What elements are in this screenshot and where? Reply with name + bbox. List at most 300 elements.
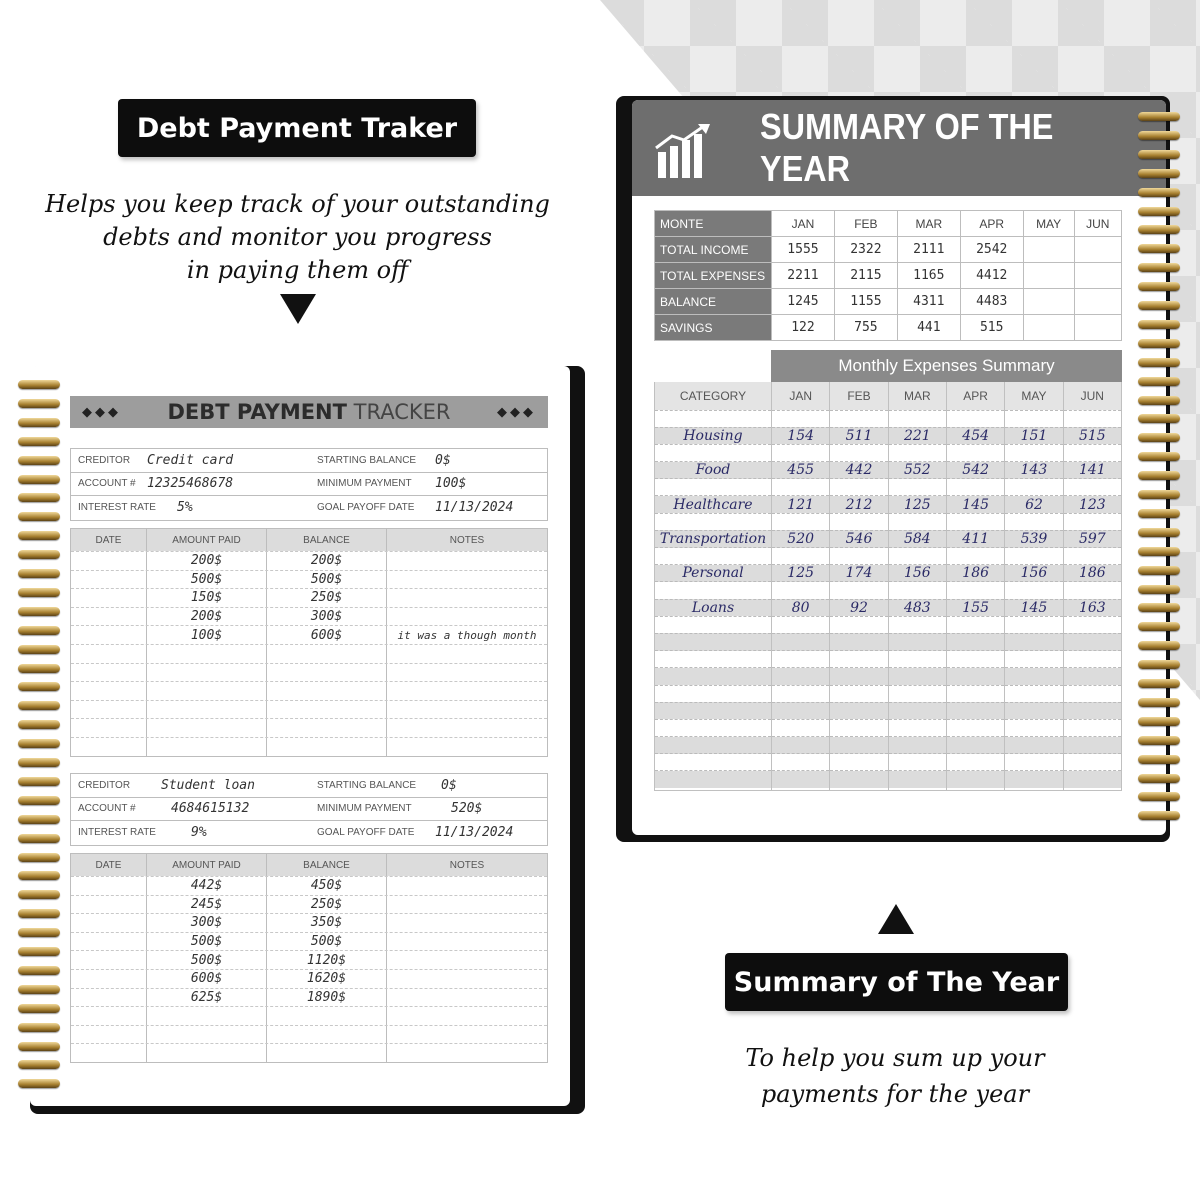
amount-cell: 625$	[147, 989, 267, 1007]
amount-cell	[147, 719, 267, 737]
expense-value	[1063, 479, 1121, 496]
summary-table	[654, 210, 1122, 341]
interest-rate-value: 5%	[177, 500, 193, 516]
month-header: MAR	[888, 382, 946, 410]
expense-value	[1005, 719, 1063, 736]
category-cell	[655, 771, 772, 788]
category-cell	[655, 513, 772, 530]
expense-value	[946, 651, 1004, 668]
spiral-ring	[18, 588, 60, 597]
account-value: 12325468678	[147, 476, 234, 492]
summary-notebook-page	[632, 100, 1166, 835]
spiral-ring	[18, 871, 60, 880]
expense-value	[946, 582, 1004, 599]
expense-value	[1005, 771, 1063, 788]
expense-value	[772, 702, 830, 719]
debt-tracker-tag-text: Debt Payment Traker	[136, 112, 458, 144]
spiral-ring	[18, 399, 60, 408]
expense-value	[888, 754, 946, 771]
date-cell	[71, 589, 147, 607]
spiral-ring	[18, 890, 60, 899]
category-cell	[655, 444, 772, 461]
expense-value	[888, 737, 946, 754]
spiral-ring	[1138, 717, 1180, 726]
info-row	[71, 496, 547, 520]
expense-value: 125	[888, 496, 946, 513]
category-cell	[655, 668, 772, 685]
debt-info-box-2	[70, 773, 548, 846]
expense-value	[1005, 582, 1063, 599]
expense-value: 121	[772, 496, 830, 513]
date-cell	[71, 951, 147, 969]
interest-rate-label: INTEREST RATE	[78, 502, 156, 514]
date-cell	[71, 877, 147, 895]
starting-balance-value: 0$	[441, 777, 457, 793]
notes-cell	[387, 1007, 547, 1025]
expense-value	[888, 719, 946, 736]
spiral-ring	[1138, 603, 1180, 612]
spiral-ring	[18, 1042, 60, 1051]
expense-value	[830, 410, 888, 427]
spiral-ring	[1138, 414, 1180, 423]
date-cell	[71, 989, 147, 1007]
category-cell	[655, 479, 772, 496]
spiral-ring	[1138, 188, 1180, 197]
category-cell	[655, 633, 772, 650]
expense-value	[946, 479, 1004, 496]
expense-value	[888, 668, 946, 685]
expenses-row	[655, 479, 1122, 496]
spiral-ring	[18, 626, 60, 635]
expense-value	[946, 668, 1004, 685]
category-cell	[655, 754, 772, 771]
table-row	[71, 1025, 547, 1044]
spiral-ring	[18, 456, 60, 465]
category-cell: Loans	[655, 599, 772, 616]
expense-value: 442	[830, 462, 888, 479]
expenses-row	[655, 616, 1122, 633]
expense-value	[888, 633, 946, 650]
expense-value: 145	[946, 496, 1004, 513]
date-cell	[71, 1026, 147, 1044]
month-header: FEB	[830, 382, 888, 410]
amount-cell: 200$	[147, 608, 267, 626]
info-row	[71, 774, 547, 798]
triangle-down-icon	[280, 294, 316, 324]
balance-cell	[267, 1044, 387, 1062]
notes-cell	[387, 951, 547, 969]
balance-cell: 500$	[267, 571, 387, 589]
notes-cell	[387, 589, 547, 607]
expense-value	[888, 651, 946, 668]
spiral-ring	[1138, 509, 1180, 518]
summary-value: 122	[772, 315, 835, 341]
bottom-cell	[772, 788, 830, 790]
date-cell	[71, 701, 147, 719]
expense-value	[772, 582, 830, 599]
spiral-ring	[18, 834, 60, 843]
expense-value: 141	[1063, 462, 1121, 479]
bottom-cell	[655, 788, 772, 790]
col-amount: AMOUNT PAID	[147, 529, 267, 551]
expense-value	[946, 719, 1004, 736]
expense-value	[1005, 651, 1063, 668]
interest-rate-label: INTEREST RATE	[78, 827, 156, 839]
summary-value	[1023, 237, 1074, 263]
spiral-ring	[1138, 641, 1180, 650]
table-row	[71, 1043, 547, 1062]
expense-value	[1005, 754, 1063, 771]
expense-value	[1063, 444, 1121, 461]
amount-cell: 245$	[147, 896, 267, 914]
month-header: APR	[960, 211, 1023, 237]
col-amount: AMOUNT PAID	[147, 854, 267, 876]
category-cell: Transportation	[655, 530, 772, 547]
amount-cell: 200$	[147, 552, 267, 570]
spiral-ring	[18, 512, 60, 521]
spiral-ring	[1138, 585, 1180, 594]
spiral-ring	[1138, 622, 1180, 631]
notes-cell	[387, 877, 547, 895]
expense-value	[1063, 685, 1121, 702]
table-row	[71, 988, 547, 1007]
spiral-ring	[18, 966, 60, 975]
expense-value	[830, 633, 888, 650]
expenses-row	[655, 513, 1122, 530]
balance-cell: 1620$	[267, 970, 387, 988]
expense-value	[830, 513, 888, 530]
expense-value	[830, 737, 888, 754]
debt-tracker-caption	[30, 188, 565, 287]
grid-header	[71, 854, 547, 876]
diamond-ornament-icon: ◆◆◆	[497, 404, 536, 419]
expense-value	[772, 685, 830, 702]
expense-value: 455	[772, 462, 830, 479]
summary-tag-text: Summary of The Year	[733, 966, 1060, 998]
summary-tag	[725, 953, 1068, 1011]
category-cell	[655, 582, 772, 599]
expense-value: 221	[888, 427, 946, 444]
table-row	[71, 625, 547, 644]
expenses-row	[655, 651, 1122, 668]
summary-value: 2111	[897, 237, 960, 263]
spiral-ring	[1138, 169, 1180, 178]
summary-value	[1074, 315, 1121, 341]
col-notes: NOTES	[449, 534, 485, 546]
amount-cell	[147, 664, 267, 682]
amount-cell: 150$	[147, 589, 267, 607]
expenses-row	[655, 633, 1122, 650]
expense-value: 515	[1063, 427, 1121, 444]
starting-balance-label: STARTING BALANCE	[317, 454, 417, 466]
notes-cell	[387, 989, 547, 1007]
balance-cell	[267, 645, 387, 663]
balance-cell	[267, 1007, 387, 1025]
expense-value: 145	[1005, 599, 1063, 616]
expense-value	[1005, 513, 1063, 530]
expense-value	[1005, 479, 1063, 496]
goal-payoff-label: GOAL PAYOFF DATE	[317, 827, 415, 839]
month-header: JUN	[1063, 382, 1121, 410]
notes-cell	[387, 1026, 547, 1044]
notes-cell	[387, 571, 547, 589]
grid-header	[71, 529, 547, 551]
spiral-ring	[1138, 755, 1180, 764]
minimum-payment-label: MINIMUM PAYMENT	[317, 803, 412, 815]
spiral-ring	[1138, 736, 1180, 745]
caption-line: in paying them off	[186, 256, 409, 284]
expenses-bottom-row	[655, 788, 1122, 790]
spiral-ring	[18, 758, 60, 767]
expenses-row	[655, 462, 1122, 479]
spiral-ring	[18, 645, 60, 654]
notes-cell	[387, 664, 547, 682]
category-cell	[655, 685, 772, 702]
expense-value	[830, 616, 888, 633]
minimum-payment-label: MINIMUM PAYMENT	[317, 478, 412, 490]
expense-value	[946, 754, 1004, 771]
info-row	[71, 449, 547, 473]
spiral-ring	[1138, 377, 1180, 386]
spiral-ring	[1138, 339, 1180, 348]
spiral-ring	[1138, 490, 1180, 499]
expense-value: 186	[1063, 565, 1121, 582]
summary-value	[1074, 263, 1121, 289]
expense-value: 520	[772, 530, 830, 547]
balance-cell	[267, 738, 387, 756]
expense-value	[1005, 616, 1063, 633]
expense-value	[772, 737, 830, 754]
goal-payoff-label: GOAL PAYOFF DATE	[317, 502, 415, 514]
expense-value	[1063, 702, 1121, 719]
expense-value	[946, 633, 1004, 650]
expense-value	[888, 616, 946, 633]
spiral-ring	[1138, 263, 1180, 272]
spiral-ring	[18, 682, 60, 691]
spiral-ring	[18, 1060, 60, 1069]
amount-cell	[147, 1026, 267, 1044]
table-row	[71, 876, 547, 895]
interest-rate-value: 9%	[191, 825, 207, 841]
date-cell	[71, 1044, 147, 1062]
expense-value: 546	[830, 530, 888, 547]
spiral-binding-right	[1138, 112, 1180, 832]
amount-cell	[147, 701, 267, 719]
account-label: ACCOUNT #	[78, 478, 136, 490]
summary-value: 2211	[772, 263, 835, 289]
spiral-ring	[18, 739, 60, 748]
spiral-ring	[18, 947, 60, 956]
expense-value	[946, 548, 1004, 565]
summary-value: 1165	[897, 263, 960, 289]
notes-cell	[387, 896, 547, 914]
spiral-ring	[1138, 792, 1180, 801]
summary-value: 2322	[834, 237, 897, 263]
expense-value	[1005, 685, 1063, 702]
expense-value	[830, 702, 888, 719]
expense-value	[830, 444, 888, 461]
expense-value	[772, 548, 830, 565]
expense-value	[1005, 548, 1063, 565]
spiral-ring	[18, 720, 60, 729]
expense-value: 411	[946, 530, 1004, 547]
spiral-ring	[1138, 811, 1180, 820]
summary-value	[1074, 237, 1121, 263]
category-cell: Housing	[655, 427, 772, 444]
table-row	[71, 932, 547, 951]
expenses-row	[655, 737, 1122, 754]
table-row	[71, 588, 547, 607]
expense-value	[772, 410, 830, 427]
expense-value	[1063, 548, 1121, 565]
expense-value	[1063, 719, 1121, 736]
spiral-ring	[18, 418, 60, 427]
minimum-payment-value: 100$	[435, 476, 467, 492]
expenses-row	[655, 668, 1122, 685]
month-header: JUN	[1074, 211, 1121, 237]
summary-value: 1555	[772, 237, 835, 263]
expense-value	[888, 410, 946, 427]
category-cell: Healthcare	[655, 496, 772, 513]
spiral-ring	[1138, 358, 1180, 367]
monthly-expenses-title: Monthly Expenses Summary	[838, 356, 1055, 375]
starting-balance-value: 0$	[435, 452, 451, 468]
summary-value: 4311	[897, 289, 960, 315]
expense-value	[946, 685, 1004, 702]
expenses-row	[655, 496, 1122, 513]
date-cell	[71, 682, 147, 700]
table-row	[71, 1006, 547, 1025]
caption-line: debts and monitor you progress	[103, 223, 492, 251]
expense-value	[888, 444, 946, 461]
month-header: MAR	[897, 211, 960, 237]
spiral-ring	[1138, 244, 1180, 253]
expense-value	[888, 582, 946, 599]
summary-value	[1023, 263, 1074, 289]
expense-value	[1005, 668, 1063, 685]
expense-value: 143	[1005, 462, 1063, 479]
diamond-ornament-icon: ◆◆◆	[82, 404, 121, 419]
spiral-ring	[1138, 660, 1180, 669]
summary-value: 2115	[834, 263, 897, 289]
category-cell	[655, 702, 772, 719]
expense-value	[946, 444, 1004, 461]
category-cell: Personal	[655, 565, 772, 582]
table-row	[71, 718, 547, 737]
col-notes: NOTES	[449, 859, 485, 871]
expenses-row	[655, 565, 1122, 582]
caption-line: payments for the year	[760, 1080, 1030, 1108]
expense-value	[1063, 651, 1121, 668]
spiral-ring	[1138, 131, 1180, 140]
expense-value: 597	[1063, 530, 1121, 547]
expense-value	[946, 513, 1004, 530]
spiral-ring	[1138, 452, 1180, 461]
month-header: APR	[946, 382, 1004, 410]
caption-line: To help you sum up your	[745, 1044, 1045, 1072]
expenses-row	[655, 444, 1122, 461]
summary-row	[655, 289, 1122, 315]
expense-value	[1063, 754, 1121, 771]
amount-cell: 500$	[147, 571, 267, 589]
balance-cell	[267, 719, 387, 737]
col-date: DATE	[71, 529, 147, 551]
spiral-ring	[18, 664, 60, 673]
expense-value	[772, 754, 830, 771]
monthly-expenses-banner	[771, 350, 1122, 382]
date-cell	[71, 1007, 147, 1025]
expense-value	[1063, 633, 1121, 650]
col-balance: BALANCE	[267, 529, 387, 551]
account-value: 4684615132	[171, 801, 250, 817]
summary-header-row	[655, 211, 1122, 237]
summary-value: 1155	[834, 289, 897, 315]
spiral-ring	[18, 796, 60, 805]
notes-cell	[387, 608, 547, 626]
expense-value	[772, 513, 830, 530]
expense-value: 511	[830, 427, 888, 444]
bottom-cell	[1063, 788, 1121, 790]
expense-value: 92	[830, 599, 888, 616]
info-row	[71, 821, 547, 845]
expense-value	[1063, 582, 1121, 599]
summary-row-label: TOTAL EXPENSES	[655, 263, 772, 289]
table-row	[71, 681, 547, 700]
amount-cell	[147, 682, 267, 700]
expense-value	[888, 513, 946, 530]
spiral-ring	[18, 531, 60, 540]
expense-value	[946, 737, 1004, 754]
expense-value: 552	[888, 462, 946, 479]
table-row	[71, 895, 547, 914]
expense-value	[830, 651, 888, 668]
month-header: MAY	[1005, 382, 1063, 410]
notes-cell	[387, 933, 547, 951]
expense-value	[946, 702, 1004, 719]
date-cell	[71, 552, 147, 570]
date-cell	[71, 664, 147, 682]
spiral-ring	[18, 985, 60, 994]
notes-cell	[387, 970, 547, 988]
debt-info-box-1	[70, 448, 548, 521]
summary-value	[1023, 315, 1074, 341]
spiral-ring	[18, 475, 60, 484]
summary-value	[1074, 289, 1121, 315]
category-cell	[655, 651, 772, 668]
expense-value	[830, 548, 888, 565]
notes-cell	[387, 552, 547, 570]
notes-cell	[387, 682, 547, 700]
expense-value	[772, 444, 830, 461]
month-header: JAN	[772, 211, 835, 237]
expense-value: 186	[946, 565, 1004, 582]
spiral-ring	[18, 815, 60, 824]
expense-value	[830, 479, 888, 496]
spiral-ring	[18, 569, 60, 578]
balance-cell: 1890$	[267, 989, 387, 1007]
table-row	[71, 737, 547, 756]
spiral-ring	[18, 701, 60, 710]
spiral-ring	[1138, 698, 1180, 707]
expense-value	[830, 771, 888, 788]
expense-value	[888, 685, 946, 702]
expense-value	[830, 719, 888, 736]
expenses-row	[655, 754, 1122, 771]
payment-grid-2	[70, 853, 548, 1063]
expense-value	[772, 651, 830, 668]
creditor-value: Credit card	[147, 452, 234, 468]
spiral-ring	[1138, 433, 1180, 442]
